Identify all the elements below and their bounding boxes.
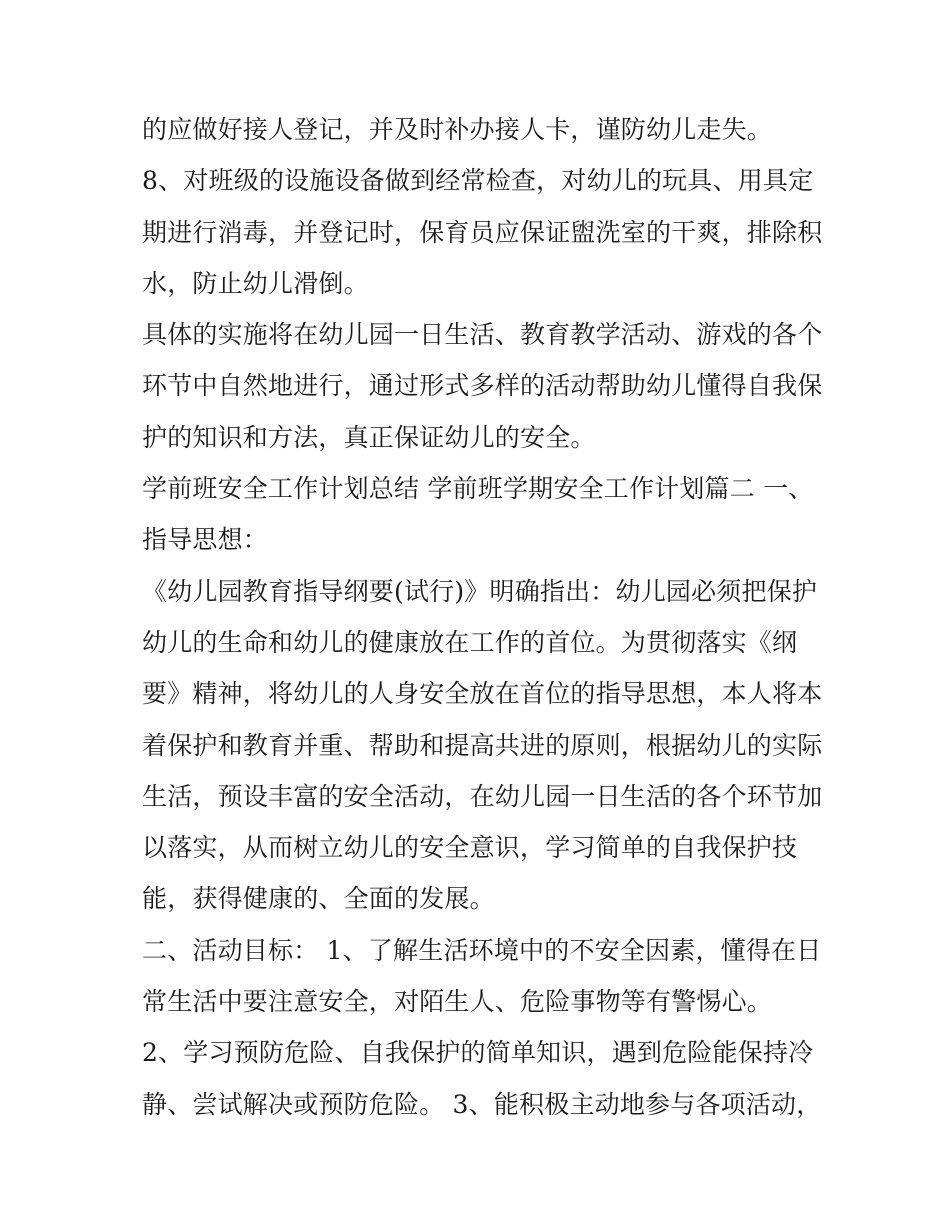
- text-line: 具体的实施将在幼儿园一日生活、教育教学活动、游戏的各个: [142, 320, 823, 350]
- text-line: 期进行消毒，并登记时，保育员应保证盥洗室的干爽，排除积: [142, 217, 823, 247]
- text-line: 以落实，从而树立幼儿的安全意识，学习简单的自我保护技: [142, 833, 798, 863]
- text-line: 《幼儿园教育指导纲要(试行)》明确指出：幼儿园必须把保护: [142, 576, 818, 606]
- text-line: 能，获得健康的、全面的发展。: [142, 884, 495, 914]
- section-heading-line: 指导思想：: [142, 525, 269, 555]
- text-line: 的应做好接人登记，并及时补办接人卡，谨防幼儿走失。: [142, 115, 773, 144]
- body-text: [142, 104, 822, 1130]
- text-line: 护的知识和方法，真正保证幼儿的安全。: [142, 422, 596, 452]
- text-line: 幼儿的生命和幼儿的健康放在工作的首位。为贯彻落实《纲: [142, 627, 798, 657]
- text-line: 生活，预设丰富的安全活动，在幼儿园一日生活的各个环节加: [142, 781, 823, 811]
- text-line: 常生活中要注意安全，对陌生人、危险事物等有警惕心。: [142, 987, 773, 1017]
- text-line: 要》精神，将幼儿的人身安全放在首位的指导思想，本人将本: [142, 679, 823, 709]
- text-line: 二、活动目标： 1、了解生活环境中的不安全因素，懂得在日: [142, 935, 822, 965]
- text-line: 环节中自然地进行，通过形式多样的活动帮助幼儿懂得自我保: [142, 371, 823, 401]
- text-line: 8、对班级的设施设备做到经常检查，对幼儿的玩具、用具定: [142, 166, 814, 196]
- text-line: 着保护和教育并重、帮助和提高共进的原则，根据幼儿的实际: [142, 730, 823, 760]
- text-line: 静、尝试解决或预防危险。 3、能积极主动地参与各项活动，: [142, 1089, 822, 1119]
- text-line: 2、学习预防危险、自我保护的简单知识，遇到危险能保持冷: [142, 1038, 814, 1068]
- section-heading-line: 学前班安全工作计划总结 学前班学期安全工作计划篇二 一、: [142, 474, 814, 504]
- text-line: 水，防止幼儿滑倒。: [142, 268, 369, 298]
